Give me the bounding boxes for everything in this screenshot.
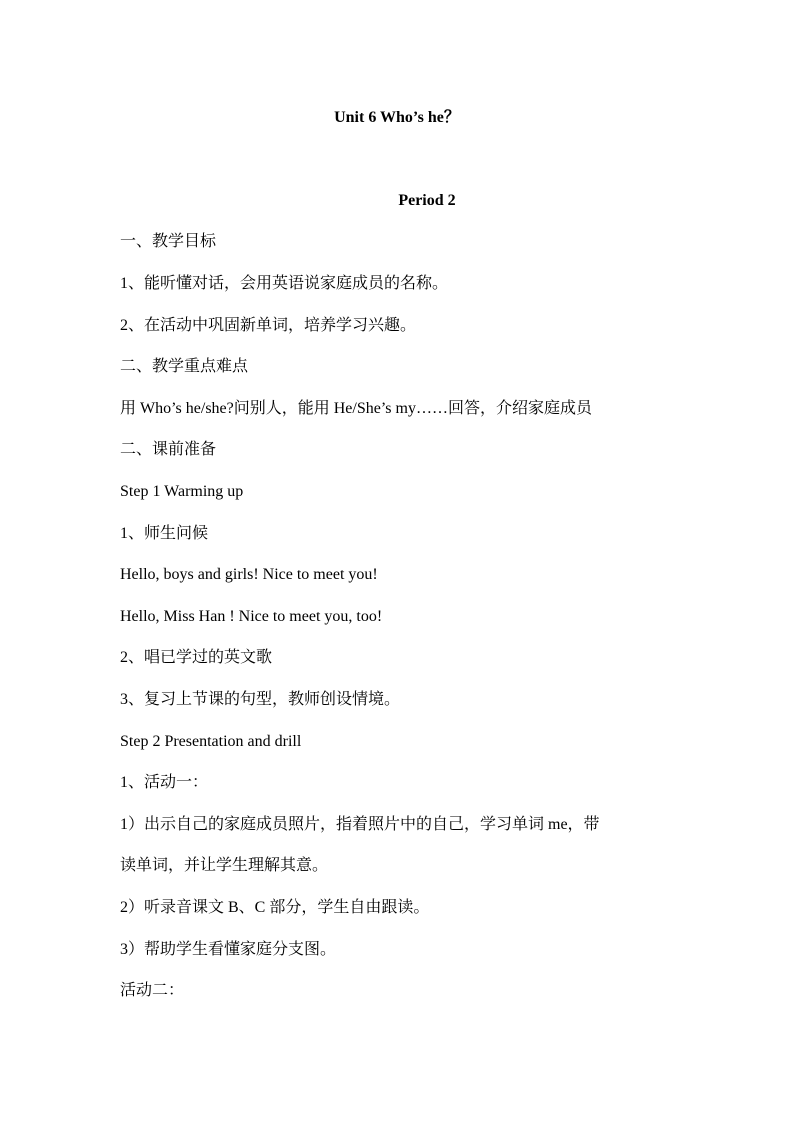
step-1-item-2: 2、唱已学过的英文歌 <box>120 649 273 666</box>
document-title: Unit 6 Who’s he？ <box>334 109 460 126</box>
activity-1-step-1: 1）出示自己的家庭成员照片，指着照片中的自己，学习单词 me，带 <box>120 816 600 833</box>
activity-1-heading: 1、活动一： <box>120 774 209 791</box>
activity-1-step-1-cont: 读单词，并让学生理解其意。 <box>120 857 329 874</box>
objective-2: 2、在活动中巩固新单词，培养学习兴趣。 <box>120 317 417 334</box>
section-heading-key-points: 二、教学重点难点 <box>120 358 249 375</box>
greeting-line-2: Hello, Miss Han ! Nice to meet you, too! <box>120 608 383 625</box>
greeting-line-1: Hello, boys and girls! Nice to meet you! <box>120 566 378 583</box>
step-1-heading: Step 1 Warming up <box>120 483 244 500</box>
period-heading: Period 2 <box>398 192 456 209</box>
activity-2-heading: 活动二： <box>120 982 185 999</box>
key-points-text: 用 Who’s he/she?问别人，能用 He/She’s my……回答，介绍家庭成员 <box>120 400 592 417</box>
objective-1: 1、能听懂对话，会用英语说家庭成员的名称。 <box>120 275 449 292</box>
activity-1-step-2: 2）听录音课文 B、C 部分，学生自由跟读。 <box>120 899 430 916</box>
section-heading-objectives: 一、教学目标 <box>120 233 217 250</box>
section-heading-preparation: 二、课前准备 <box>120 441 217 458</box>
step-1-item-3: 3、复习上节课的句型，教师创设情境。 <box>120 691 401 708</box>
step-1-item-1: 1、师生问候 <box>120 525 209 542</box>
step-2-heading: Step 2 Presentation and drill <box>120 733 302 750</box>
activity-1-step-3: 3）帮助学生看懂家庭分支图。 <box>120 941 337 958</box>
